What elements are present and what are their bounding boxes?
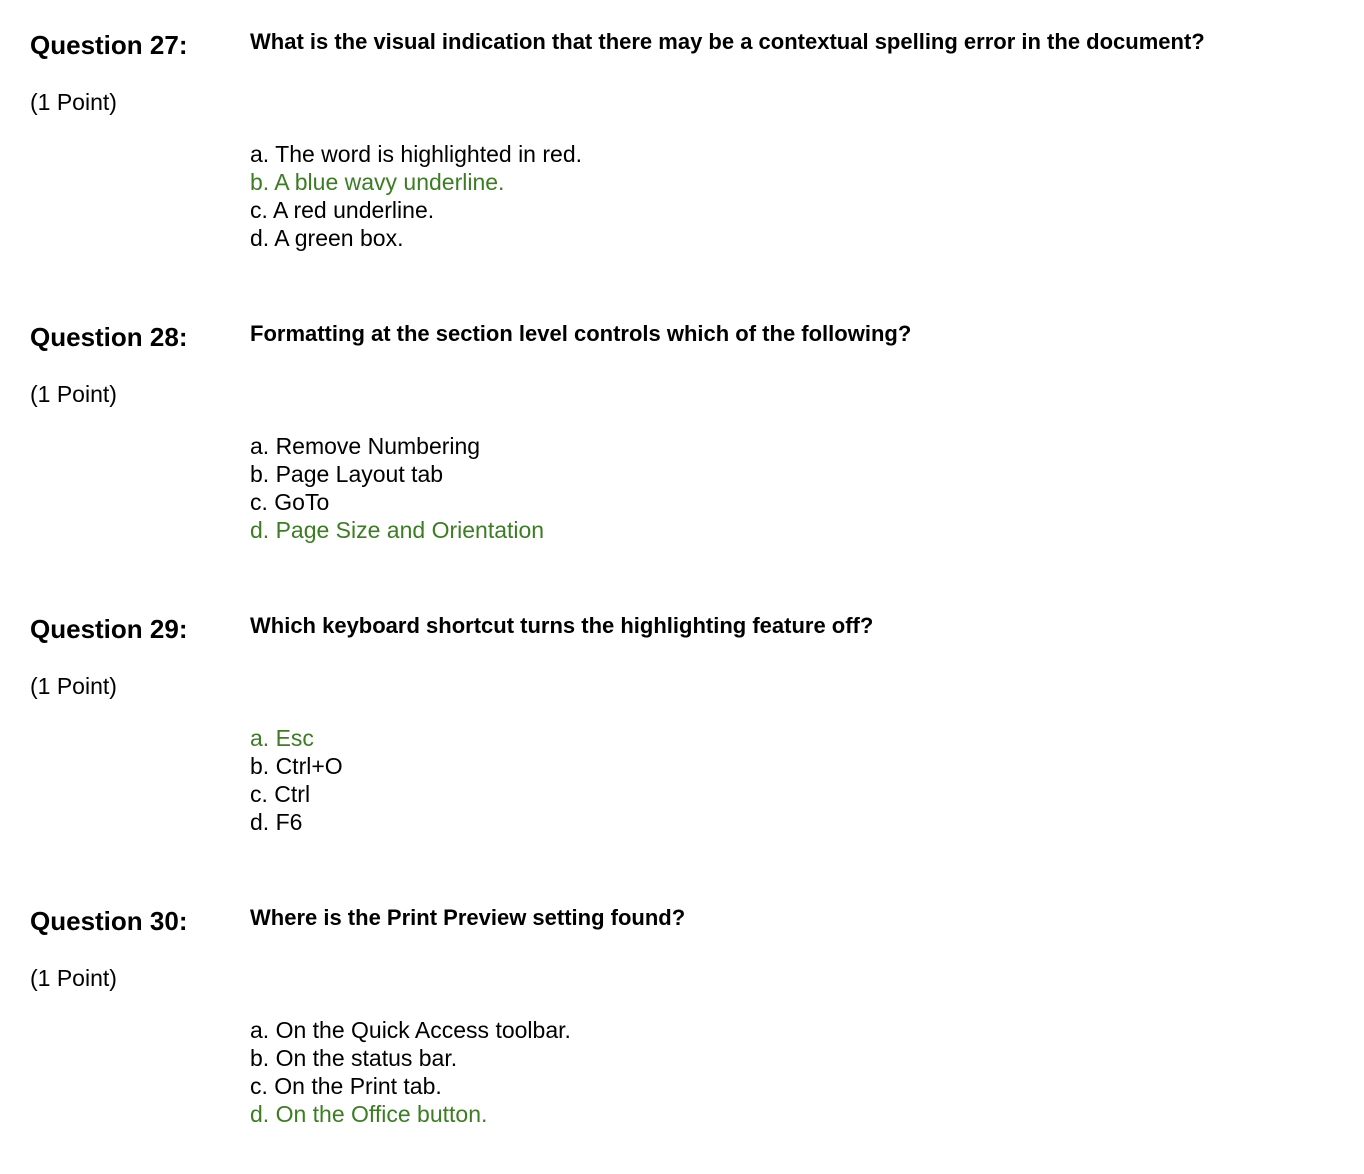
- answer-option: c. A red underline.: [250, 197, 435, 223]
- question-label: Question 27:: [30, 30, 188, 60]
- question-points: (1 Point): [30, 673, 117, 699]
- answer-option: a. The word is highlighted in red.: [250, 141, 582, 167]
- answer-option: c. GoTo: [250, 489, 330, 515]
- answer-option: a. Remove Numbering: [250, 433, 481, 459]
- question-label: Question 28:: [30, 322, 188, 352]
- answer-option: c. On the Print tab.: [250, 1073, 442, 1099]
- answer-option: a. On the Quick Access toolbar.: [250, 1017, 571, 1043]
- question-points: (1 Point): [30, 965, 117, 991]
- answer-option: b. Ctrl+O: [250, 753, 343, 779]
- question-label: Question 30:: [30, 906, 188, 936]
- answer-options: [250, 1016, 571, 1128]
- answer-option: b. Page Layout tab: [250, 461, 444, 487]
- question-block: [0, 292, 1364, 584]
- correct-answer-option: a. Esc: [250, 725, 314, 751]
- correct-answer-option: d. Page Size and Orientation: [250, 517, 545, 543]
- question-text: Where is the Print Preview setting found?: [250, 905, 686, 930]
- answer-option: d. F6: [250, 809, 303, 835]
- question-text: Which keyboard shortcut turns the highlighting feature off?: [250, 613, 874, 638]
- question-label: Question 29:: [30, 614, 188, 644]
- question-text: Formatting at the section level controls which of the following?: [250, 321, 912, 346]
- answer-option: d. A green box.: [250, 225, 404, 251]
- answer-options: [250, 432, 544, 544]
- correct-answer-option: d. On the Office button.: [250, 1101, 488, 1127]
- question-points: (1 Point): [30, 381, 117, 407]
- answer-options: [250, 140, 582, 252]
- question-block: [0, 876, 1364, 1168]
- answer-option: b. On the status bar.: [250, 1045, 458, 1071]
- answer-option: c. Ctrl: [250, 781, 311, 807]
- question-text: What is the visual indication that there may be a contextual spelling error in the document?: [250, 29, 1205, 54]
- correct-answer-option: b. A blue wavy underline.: [250, 169, 505, 195]
- question-points: (1 Point): [30, 89, 117, 115]
- question-block: [0, 0, 1364, 292]
- question-block: [0, 584, 1364, 876]
- answer-options: [250, 724, 343, 836]
